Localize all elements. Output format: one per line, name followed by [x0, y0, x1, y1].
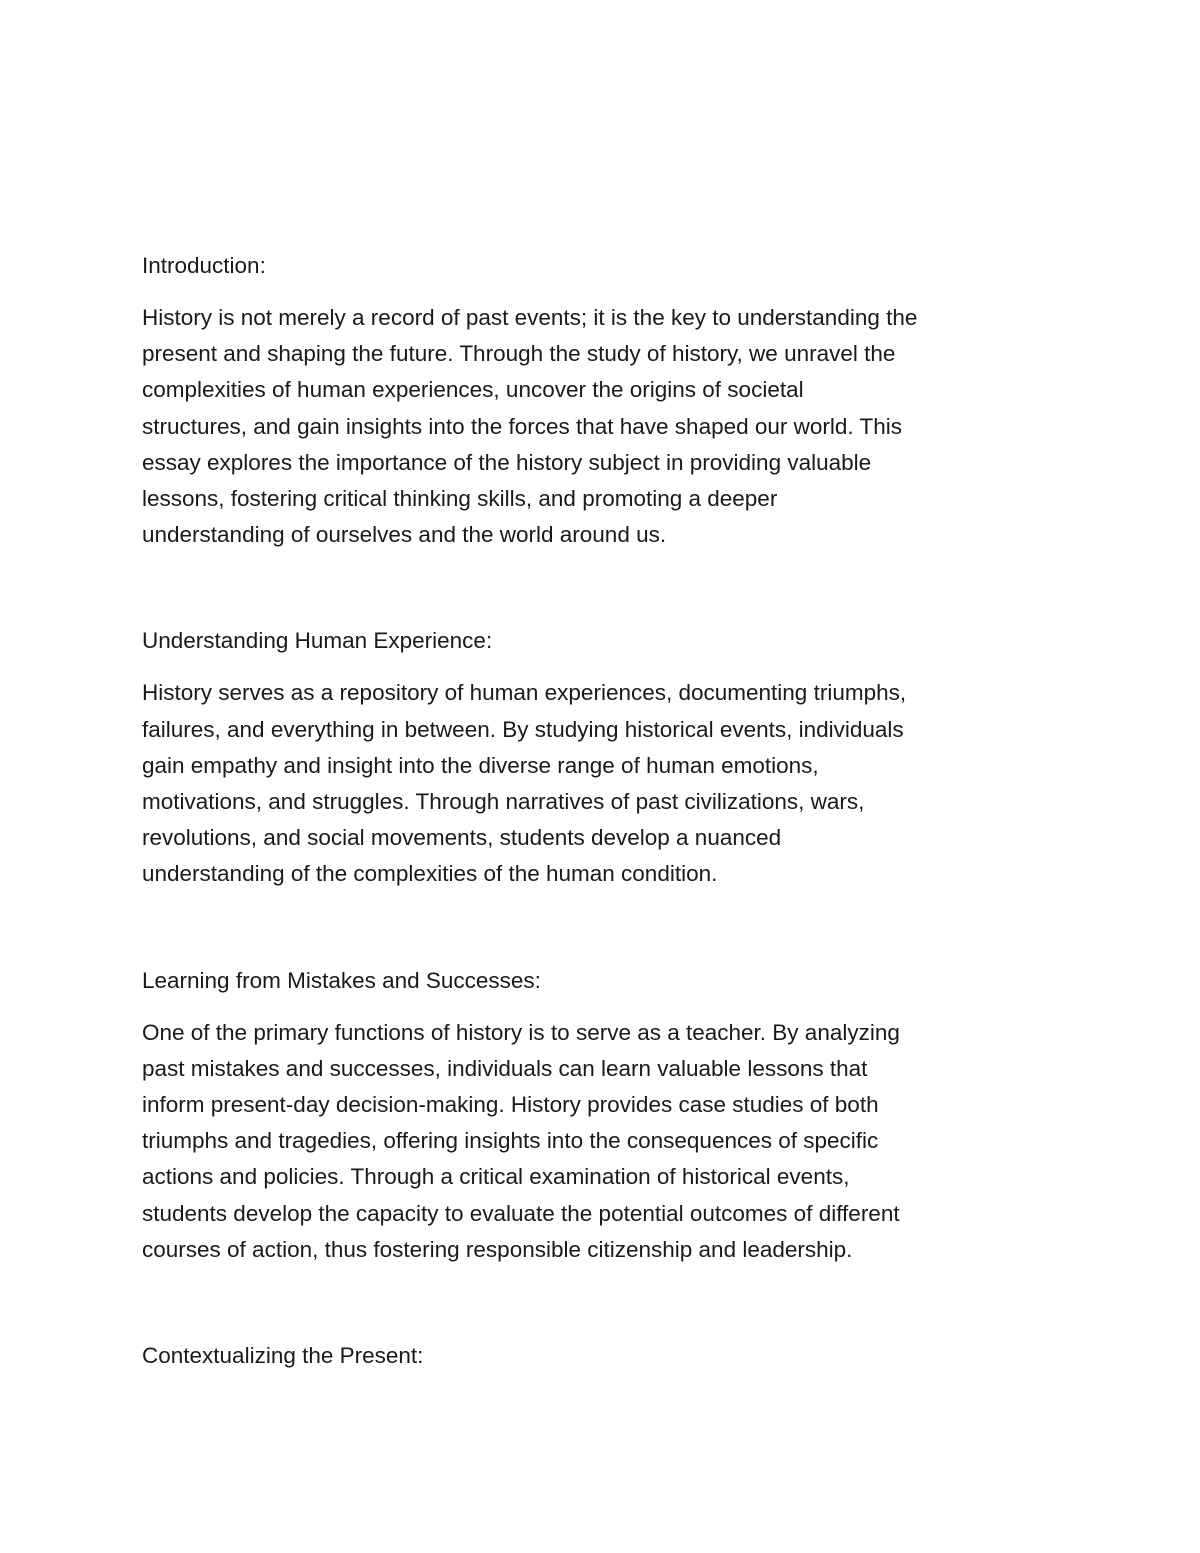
paragraph-line: structures, and gain insights into the forces that have shaped our world. This [142, 413, 903, 439]
section-paragraph [142, 300, 1062, 553]
paragraph-line: courses of action, thus fostering responsible citizenship and leadership. [142, 1236, 853, 1262]
section-heading: Understanding Human Experience: [142, 628, 493, 654]
paragraph-line: lessons, fostering critical thinking skills, and promoting a deeper [142, 486, 778, 512]
section-heading: Introduction: [142, 253, 266, 278]
paragraph-line: History serves as a repository of human experiences, documenting triumphs, [142, 680, 907, 706]
section-contextualizing-present [142, 1338, 1062, 1374]
paragraph-line: present and shaping the future. Through the study of history, we unravel the [142, 341, 896, 367]
paragraph-line: understanding of ourselves and the world around us. [142, 522, 667, 548]
paragraph-line: understanding of the complexities of the human condition. [142, 861, 718, 887]
section-mistakes-successes [142, 963, 1062, 1268]
paragraph-line: triumphs and tragedies, offering insights into the consequences of specific [142, 1128, 879, 1154]
section-paragraph [142, 675, 1062, 892]
document-body [142, 248, 1062, 1390]
paragraph-line: students develop the capacity to evaluate the potential outcomes of different [142, 1200, 900, 1226]
section-introduction [142, 248, 1062, 553]
paragraph-line: actions and policies. Through a critical examination of historical events, [142, 1164, 850, 1190]
paragraph-line: past mistakes and successes, individuals can learn valuable lessons that [142, 1055, 868, 1081]
paragraph-line: complexities of human experiences, uncover the origins of societal [142, 377, 804, 403]
paragraph-line: inform present-day decision-making. History provides case studies of both [142, 1092, 879, 1118]
paragraph-line: essay explores the importance of the history subject in providing valuable [142, 449, 872, 475]
paragraph-line: gain empathy and insight into the diverse range of human emotions, [142, 752, 819, 778]
section-heading: Contextualizing the Present: [142, 1343, 424, 1369]
section-paragraph [142, 1015, 1062, 1268]
section-human-experience [142, 623, 1062, 892]
paragraph-line: One of the primary functions of history is to serve as a teacher. By analyzing [142, 1019, 900, 1045]
section-spacer [142, 1268, 1062, 1338]
paragraph-line: revolutions, and social movements, students develop a nuanced [142, 825, 782, 851]
paragraph-line: motivations, and struggles. Through narratives of past civilizations, wars, [142, 789, 865, 815]
section-spacer [142, 893, 1062, 963]
section-heading: Learning from Mistakes and Successes: [142, 967, 541, 993]
paragraph-line: failures, and everything in between. By studying historical events, individuals [142, 716, 904, 742]
section-spacer [142, 553, 1062, 623]
paragraph-line: History is not merely a record of past events; it is the key to understanding the [142, 305, 918, 330]
